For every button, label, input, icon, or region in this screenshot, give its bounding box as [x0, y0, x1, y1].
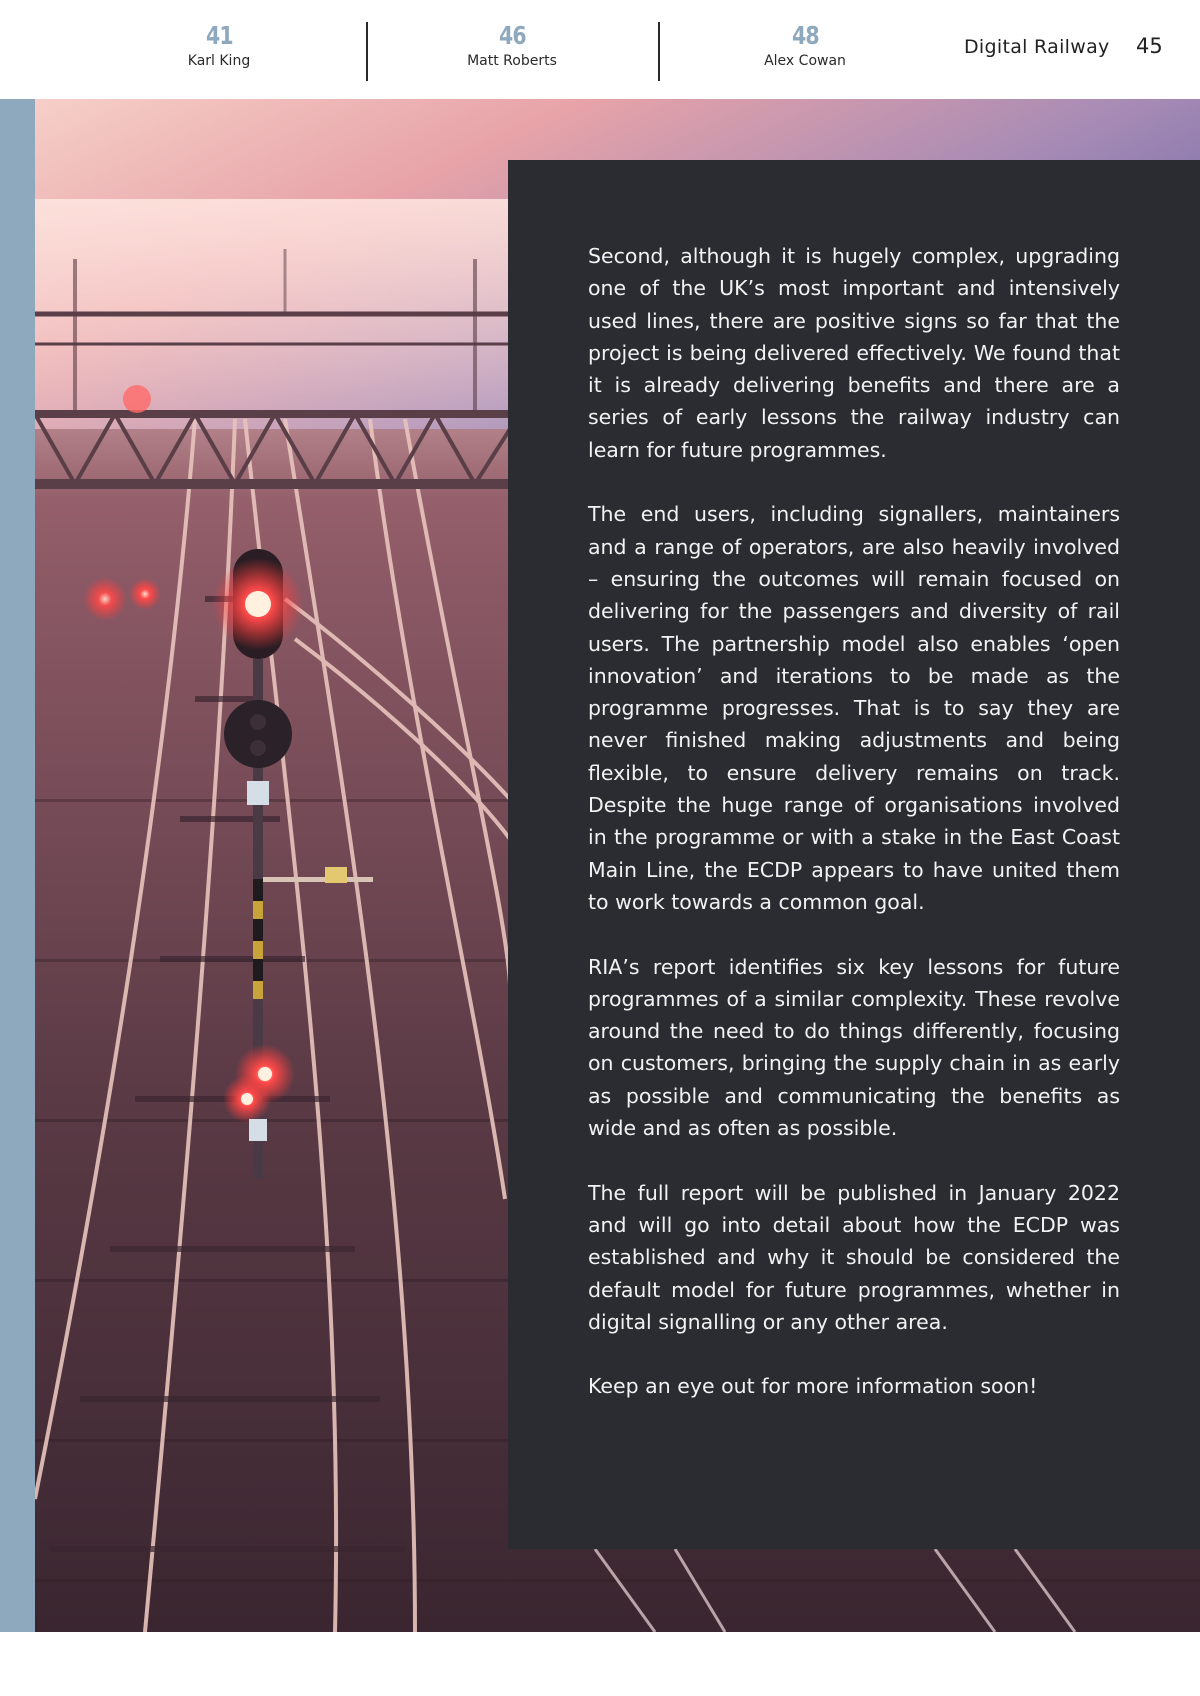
toc-page-number: 41: [205, 21, 233, 50]
toc-item-matt-roberts[interactable]: [402, 22, 622, 70]
side-color-stripe: [0, 99, 35, 1632]
article-paragraph: Second, although it is hugely complex, upgrading one of the UK’s most important and intensively used lines, there are positive signs so far that the project is being delivered effectively. We found that it is already delivering benefits and there are a series of early lessons the railway industry can learn for future programmes.: [588, 244, 1120, 462]
toc-page-number: 46: [498, 21, 526, 50]
toc-page-number: 48: [791, 21, 819, 50]
toc-author-name: Karl King: [187, 53, 251, 69]
page-number: 45: [1136, 34, 1163, 58]
toc-author-name: Alex Cowan: [764, 53, 846, 69]
article-paragraph: Keep an eye out for more information soon!: [588, 1374, 1038, 1399]
section-title: Digital Railway: [964, 36, 1110, 58]
toc-divider: [366, 22, 368, 81]
article-paragraph: The full report will be published in January 2022 and will go into detail about how the ECDP was established and why it should be considered the default model for future programmes, whether in digital signalling or any other area.: [588, 1180, 1120, 1334]
article-paragraph: The end users, including signallers, maintainers and a range of operators, are also heavily involved – ensuring the outcomes will remain focused on delivering for the passengers and diversity of rail users. The partnership model also enables ‘open innovation’ and iterations to be made as the programme progresses. That is to say they are never finished making adjustments and being flexible, to ensure delivery remains on track. Despite the huge range of organisations involved in the programme or with a stake in the East Coast Main Line, the ECDP appears to have united them to work towards a common goal.: [588, 502, 1120, 914]
page-header: [0, 0, 1200, 99]
toc-item-karl-king[interactable]: [109, 22, 329, 70]
toc-item-alex-cowan[interactable]: [695, 22, 915, 70]
article-paragraph: RIA’s report identifies six key lessons for future programmes of a similar complexity. These revolve around the need to do things differently, focusing on customers, bringing the supply chain in as early as possible and communicating the benefits as wide and as often as possible.: [588, 954, 1120, 1141]
article-text-panel: [508, 160, 1200, 1549]
toc-author-name: Matt Roberts: [467, 53, 557, 69]
article-body: [588, 240, 1120, 1435]
toc-divider: [658, 22, 660, 81]
